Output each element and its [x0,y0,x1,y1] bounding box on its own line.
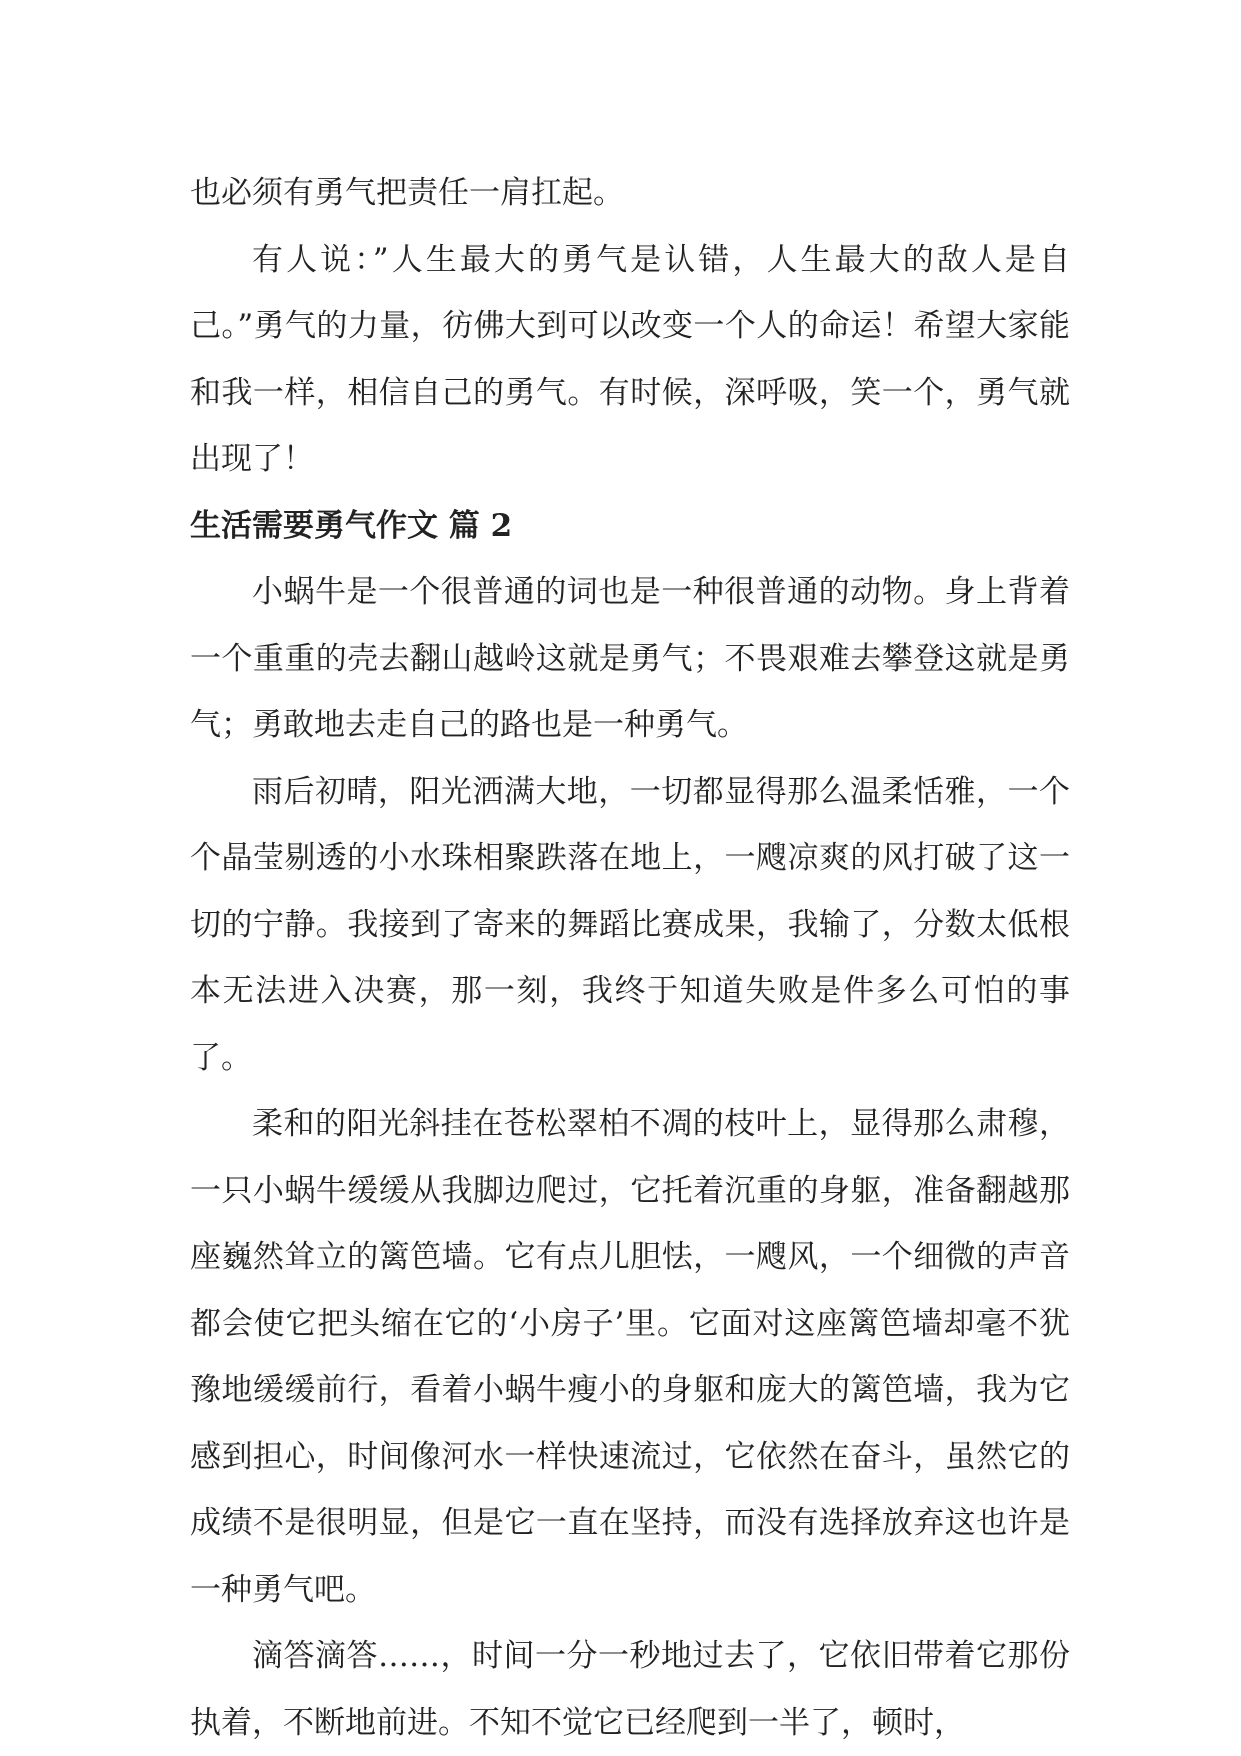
document-page [190,160,1070,1756]
paragraph-time-passing: 滴答滴答……，时间一分一秒地过去了，它依旧带着它那份执着，不断地前进。不知不觉它已经爬到一半了，顿时， [190,1638,1070,1741]
essay-heading: 生活需要勇气作文 篇 2 [190,507,513,544]
paragraph-snail-intro: 小蜗牛是一个很普通的词也是一种很普通的动物。身上背着一个重重的壳去翻山越岭这就是勇气；不畏艰难去攀登这就是勇气；勇敢地去走自己的路也是一种勇气。 [190,574,1070,743]
paragraph-snail-climbing: 柔和的阳光斜挂在苍松翠柏不凋的枝叶上，显得那么肃穆，一只小蜗牛缓缓从我脚边爬过，它托着沉重的身躯，准备翻越那座巍然耸立的篱笆墙。它有点儿胆怯，一飕风，一个细微的声音都会使它把头缩在它的‘小房子’里。它面对这座篱笆墙却毫不犹豫地缓缓前行，看着小蜗牛瘦小的身躯和庞大的篱笆墙，我为它感到担心，时间像河水一样快速流过，它依然在奋斗，虽然它的成绩不是很明显，但是它一直在坚持，而没有选择放弃这也许是一种勇气吧。 [190,1106,1070,1608]
paragraph-continuation: 也必须有勇气把责任一肩扛起。 [190,175,624,211]
paragraph-courage-quote: 有人说：”人生最大的勇气是认错，人生最大的敌人是自己。”勇气的力量，彷佛大到可以改变一个人的命运！希望大家能和我一样，相信自己的勇气。有时候，深呼吸，笑一个，勇气就出现了！ [190,241,1070,477]
paragraph-after-rain: 雨后初晴，阳光洒满大地，一切都显得那么温柔恬雅，一个个晶莹剔透的小水珠相聚跌落在地上，一飕凉爽的风打破了这一切的宁静。我接到了寄来的舞蹈比赛成果，我输了，分数太低根本无法进入决赛，那一刻，我终于知道失败是件多么可怕的事了。 [190,773,1070,1076]
